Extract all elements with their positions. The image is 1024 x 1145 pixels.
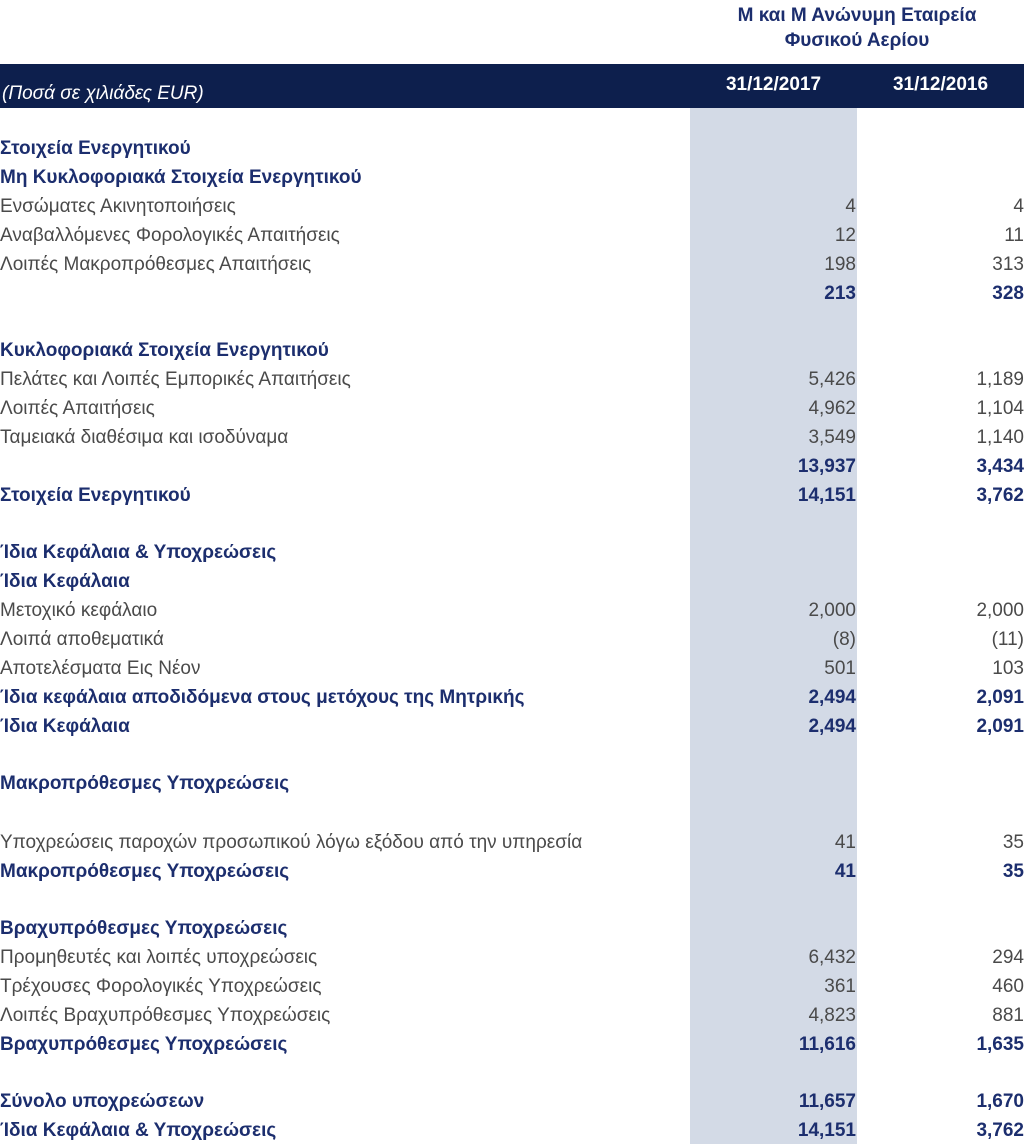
table-row xyxy=(0,972,1024,1001)
table-row xyxy=(0,943,1024,972)
table-row xyxy=(0,221,1024,250)
table-row xyxy=(0,336,1024,365)
value-2017: 4,962 xyxy=(808,398,856,419)
row-label: Λοιπές Απαιτήσεις xyxy=(0,398,155,419)
value-2016: 1,635 xyxy=(976,1034,1024,1055)
table-row xyxy=(0,192,1024,221)
value-2017: 41 xyxy=(834,861,856,882)
row-label: Στοιχεία Ενεργητικού xyxy=(0,485,191,506)
table-row xyxy=(0,857,1024,886)
value-2017: 41 xyxy=(834,832,856,853)
table-row xyxy=(0,423,1024,452)
table-row xyxy=(0,481,1024,510)
value-2017: (8) xyxy=(832,629,856,650)
row-label: Μετοχικό κεφάλαιο xyxy=(0,600,158,621)
table-row xyxy=(0,452,1024,481)
value-2016: 1,670 xyxy=(976,1091,1024,1112)
row-label: Βραχυπρόθεσμες Υποχρεώσεις xyxy=(0,1034,288,1055)
value-2016: 2,000 xyxy=(976,600,1024,621)
table-row xyxy=(0,914,1024,943)
row-label: Ίδια Κεφάλαια xyxy=(0,571,130,592)
row-label: Μακροπρόθεσμες Υποχρεώσεις xyxy=(0,861,290,882)
company-name-line-1: Μ και Μ Ανώνυμη Εταιρεία xyxy=(737,5,977,26)
value-2017: 361 xyxy=(824,976,856,997)
amounts-caption: (Ποσά σε χιλιάδες EUR) xyxy=(2,83,204,104)
value-2017: 5,426 xyxy=(808,369,856,390)
value-2017: 198 xyxy=(824,254,856,275)
company-name-line-2: Φυσικού Αερίου xyxy=(784,30,930,51)
value-2016: 460 xyxy=(992,976,1024,997)
value-2016: 294 xyxy=(992,947,1024,968)
row-label: Ίδια κεφάλαια αποδιδόμενα στους μετόχους της Μητρικής xyxy=(0,687,525,708)
value-2017: 12 xyxy=(834,225,856,246)
value-2016: 35 xyxy=(1002,861,1024,882)
value-2016: 3,762 xyxy=(976,1120,1024,1141)
value-2017: 6,432 xyxy=(808,947,856,968)
table-row xyxy=(0,769,1024,798)
row-label: Βραχυπρόθεσμες Υποχρεώσεις xyxy=(0,918,288,939)
value-2016: 1,104 xyxy=(976,398,1024,419)
value-2016: 1,140 xyxy=(976,427,1024,448)
value-2016: 328 xyxy=(992,283,1024,304)
table-row xyxy=(0,712,1024,741)
row-label: Κυκλοφοριακά Στοιχεία Ενεργητικού xyxy=(0,340,329,361)
value-2017: 4,823 xyxy=(808,1005,856,1026)
row-label: Λοιπές Μακροπρόθεσμες Απαιτήσεις xyxy=(0,254,312,275)
table-row xyxy=(0,625,1024,654)
table-row xyxy=(0,1030,1024,1059)
value-2016: 2,091 xyxy=(976,687,1024,708)
table-row xyxy=(0,1116,1024,1145)
row-label: Ταμειακά διαθέσιμα και ισοδύναμα xyxy=(0,427,289,448)
value-2016: 103 xyxy=(992,658,1024,679)
value-2016: 4 xyxy=(1013,196,1024,217)
value-2017: 2,494 xyxy=(808,716,856,737)
table-header xyxy=(0,64,1024,108)
column-header-2016: 31/12/2016 xyxy=(892,74,989,95)
row-label: Λοιπές Βραχυπρόθεσμες Υποχρεώσεις xyxy=(0,1005,331,1026)
value-2016: 881 xyxy=(992,1005,1024,1026)
table-row xyxy=(0,365,1024,394)
row-label: Ενσώματες Ακινητοποιήσεις xyxy=(0,196,236,217)
table-row xyxy=(0,134,1024,163)
value-2017: 11,657 xyxy=(798,1091,856,1112)
value-2017: 14,151 xyxy=(797,485,856,506)
value-2017: 501 xyxy=(824,658,856,679)
table-row xyxy=(0,596,1024,625)
table-row xyxy=(0,394,1024,423)
value-2016: 35 xyxy=(1002,832,1024,853)
row-label: Σύνολο υποχρεώσεων xyxy=(0,1091,205,1112)
row-label: Λοιπά αποθεματικά xyxy=(0,629,164,650)
table-row xyxy=(0,567,1024,596)
row-label: Ίδια Κεφάλαια & Υποχρεώσεις xyxy=(0,1120,277,1141)
row-label: Αποτελέσματα Εις Νέον xyxy=(0,658,201,679)
row-label: Μακροπρόθεσμες Υποχρεώσεις xyxy=(0,773,290,794)
value-2017: 2,000 xyxy=(808,600,856,621)
row-label: Προμηθευτές και λοιπές υποχρεώσεις xyxy=(0,947,318,968)
value-2016: 313 xyxy=(992,254,1024,275)
value-2016: (11) xyxy=(991,629,1024,650)
value-2017: 2,494 xyxy=(808,687,856,708)
table-row xyxy=(0,538,1024,567)
company-name xyxy=(690,3,1024,53)
value-2016: 3,434 xyxy=(976,456,1024,477)
row-label: Αναβαλλόμενες Φορολογικές Απαιτήσεις xyxy=(0,225,340,246)
row-label: Ίδια Κεφάλαια xyxy=(0,716,130,737)
column-header-2017: 31/12/2017 xyxy=(725,74,822,95)
value-2016: 1,189 xyxy=(976,369,1024,390)
value-2016: 2,091 xyxy=(976,716,1024,737)
row-label: Στοιχεία Ενεργητικού xyxy=(0,138,191,159)
row-label: Μη Κυκλοφοριακά Στοιχεία Ενεργητικού xyxy=(0,167,362,188)
table-row xyxy=(0,828,1024,857)
table-row xyxy=(0,1001,1024,1030)
row-label: Τρέχουσες Φορολογικές Υποχρεώσεις xyxy=(0,976,322,997)
row-label: Πελάτες και Λοιπές Εμπορικές Απαιτήσεις xyxy=(0,369,351,390)
value-2017: 14,151 xyxy=(797,1120,856,1141)
row-label: Ίδια Κεφάλαια & Υποχρεώσεις xyxy=(0,542,277,563)
row-label: Υποχρεώσεις παροχών προσωπικού λόγω εξόδου από την υπηρεσία xyxy=(0,832,583,853)
table-row xyxy=(0,683,1024,712)
table-row xyxy=(0,279,1024,308)
value-2016: 11 xyxy=(1004,225,1024,246)
table-row xyxy=(0,654,1024,683)
table-row xyxy=(0,250,1024,279)
value-2017: 4 xyxy=(845,196,856,217)
value-2017: 3,549 xyxy=(808,427,856,448)
value-2017: 213 xyxy=(824,283,856,304)
table-row xyxy=(0,163,1024,192)
value-2017: 11,616 xyxy=(798,1034,856,1055)
value-2016: 3,762 xyxy=(976,485,1024,506)
value-2017: 13,937 xyxy=(797,456,856,477)
table-row xyxy=(0,1087,1024,1116)
